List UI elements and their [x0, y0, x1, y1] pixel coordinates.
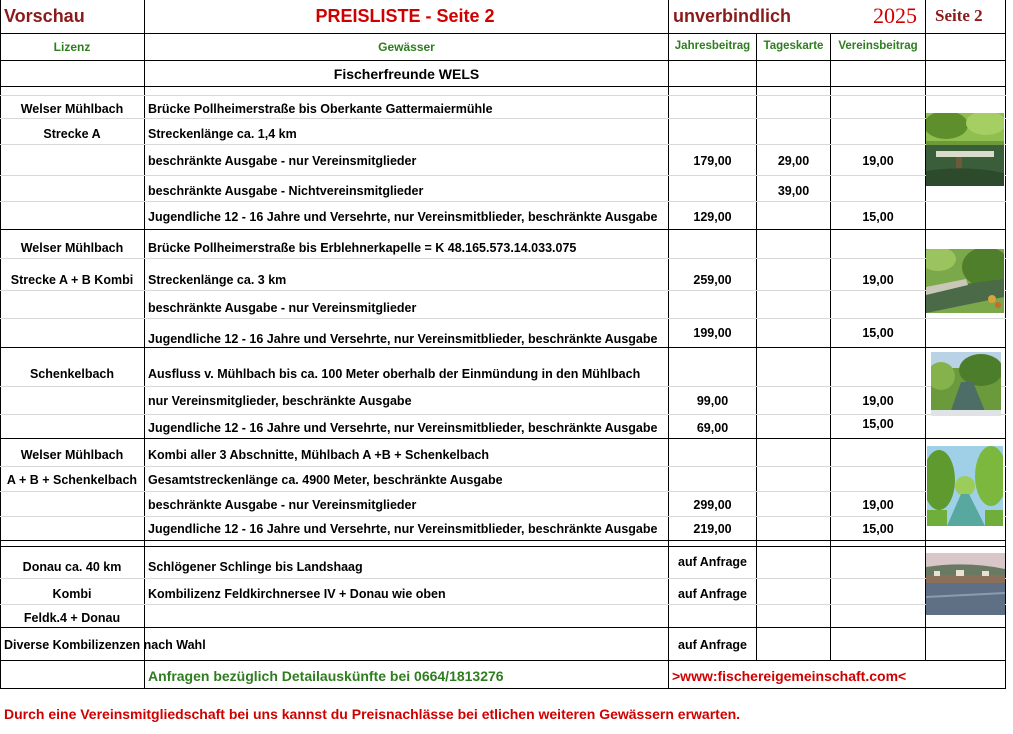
col-header-gewaesser: Gewässer: [378, 40, 435, 54]
s3-row3-desc: Jugendliche 12 - 16 Jahre und Versehrte, nur Vereinsmitblieder, beschränkte Ausgabe: [148, 421, 658, 435]
preview-label: Vorschau: [4, 6, 85, 26]
photo-muehlbach-a: [926, 113, 1004, 186]
s1-row3-jahr: 179,00: [693, 154, 732, 168]
col-header-tageskarte: Tageskarte: [763, 40, 824, 52]
diverse-label: Diverse Kombilizenzen nach Wahl: [4, 638, 206, 652]
s1-row5-jahr: 129,00: [693, 210, 732, 224]
s2-lizenz-1: Welser Mühlbach: [20, 241, 124, 255]
s3-row1-desc: Ausfluss v. Mühlbach bis ca. 100 Meter oberhalb der Einmündung in den Mühlbach: [148, 367, 641, 381]
s1-row1-desc: Brücke Pollheimerstraße bis Oberkante Gattermaiermühle: [148, 102, 493, 116]
s4-row3-verein: 19,00: [862, 498, 894, 512]
s3-row3-jahr: 69,00: [696, 421, 729, 435]
s4-row4-desc: Jugendliche 12 - 16 Jahre und Versehrte, nur Vereinsmitblieder, beschränkte Ausgabe: [148, 522, 658, 536]
s5-row3-lizenz: Feldk.4 + Donau: [23, 611, 121, 625]
s5-row1-jahr: auf Anfrage: [678, 555, 747, 569]
s5-row1-desc: Schlögener Schlinge bis Landshaag: [148, 560, 363, 574]
s3-row2-jahr: 99,00: [696, 394, 729, 408]
s4-row3-jahr: 299,00: [693, 498, 732, 512]
photo-muehlbach-ab: [926, 249, 1004, 313]
page-number: Seite 2: [935, 6, 983, 25]
diverse-price: auf Anfrage: [678, 638, 747, 652]
s1-row3-tag: 29,00: [777, 154, 810, 168]
nonbinding-label: unverbindlich: [673, 6, 792, 26]
s4-row4-jahr: 219,00: [693, 522, 732, 536]
website-link[interactable]: >www:fischereigemeinschaft.com<: [672, 668, 907, 684]
club-name: Fischerfreunde WELS: [333, 66, 480, 82]
s2-lizenz-2: Strecke A + B Kombi: [10, 273, 134, 287]
photo-donau: [926, 553, 1005, 615]
s2-row3-desc: beschränkte Ausgabe - nur Vereinsmitglieder: [148, 301, 417, 315]
contact-info: Anfragen bezüglich Detailauskünfte bei 0664/1813276: [148, 668, 504, 684]
page-title: PREISLISTE - Seite 2: [315, 6, 495, 26]
s5-row2-lizenz: Kombi: [52, 587, 92, 601]
s3-lizenz-1: Schenkelbach: [29, 367, 115, 381]
photo-schenkelbach: [931, 352, 1001, 416]
year-label: 2025: [873, 3, 917, 28]
s2-row2-verein: 19,00: [862, 273, 894, 287]
s1-row5-verein: 15,00: [862, 210, 894, 224]
photo-kombi-abc: [927, 446, 1003, 526]
s2-row4-desc: Jugendliche 12 - 16 Jahre und Versehrte, nur Vereinsmitblieder, beschränkte Ausgabe: [148, 332, 658, 346]
s4-row2-desc: Gesamtstreckenlänge ca. 4900 Meter, beschränkte Ausgabe: [148, 473, 503, 487]
s5-row2-desc: Kombilizenz Feldkirchnersee IV + Donau wie oben: [148, 587, 446, 601]
s1-row4-desc: beschränkte Ausgabe - Nichtvereinsmitglieder: [148, 184, 424, 198]
s2-row1-desc: Brücke Pollheimerstraße bis Erblehnerkapelle = K 48.165.573.14.033.075: [148, 241, 577, 255]
s5-row2-jahr: auf Anfrage: [678, 587, 747, 601]
s4-row4-verein: 15,00: [862, 522, 894, 536]
s2-row2-desc: Streckenlänge ca. 3 km: [148, 273, 287, 287]
s4-row3-desc: beschränkte Ausgabe - nur Vereinsmitglieder: [148, 498, 417, 512]
s1-row5-desc: Jugendliche 12 - 16 Jahre und Versehrte, nur Vereinsmitblieder, beschränkte Ausgabe: [148, 210, 658, 224]
s5-row1-lizenz: Donau ca. 40 km: [22, 560, 122, 574]
s3-row2-desc: nur Vereinsmitglieder, beschränkte Ausgabe: [148, 394, 412, 408]
s2-row2-jahr: 259,00: [693, 273, 732, 287]
s1-row4-tag: 39,00: [777, 184, 810, 198]
s3-row2-verein: 19,00: [862, 394, 894, 408]
col-header-jahresbeitrag: Jahresbeitrag: [674, 40, 751, 52]
col-header-vereinsbeitrag: Vereinsbeitrag: [838, 40, 918, 52]
s4-lizenz-1: Welser Mühlbach: [20, 448, 124, 462]
s4-row1-desc: Kombi aller 3 Abschnitte, Mühlbach A +B + Schenkelbach: [148, 448, 490, 462]
col-header-lizenz: Lizenz: [53, 40, 91, 54]
s2-row4-verein: 15,00: [862, 326, 894, 340]
s1-row2-desc: Streckenlänge ca. 1,4 km: [148, 127, 297, 141]
s1-row3-desc: beschränkte Ausgabe - nur Vereinsmitglieder: [148, 154, 417, 168]
s1-lizenz-2: Strecke A: [43, 127, 101, 141]
s4-lizenz-2: A + B + Schenkelbach: [6, 473, 138, 487]
membership-note: Durch eine Vereinsmitgliedschaft bei uns kannst du Preisnachlässe bei etlichen weiteren Gewässern erwarten.: [4, 706, 741, 722]
s2-row4-jahr: 199,00: [693, 326, 732, 340]
s1-lizenz-1: Welser Mühlbach: [20, 102, 124, 116]
s3-row3-verein: 15,00: [862, 417, 894, 431]
s1-row3-verein: 19,00: [862, 154, 894, 168]
